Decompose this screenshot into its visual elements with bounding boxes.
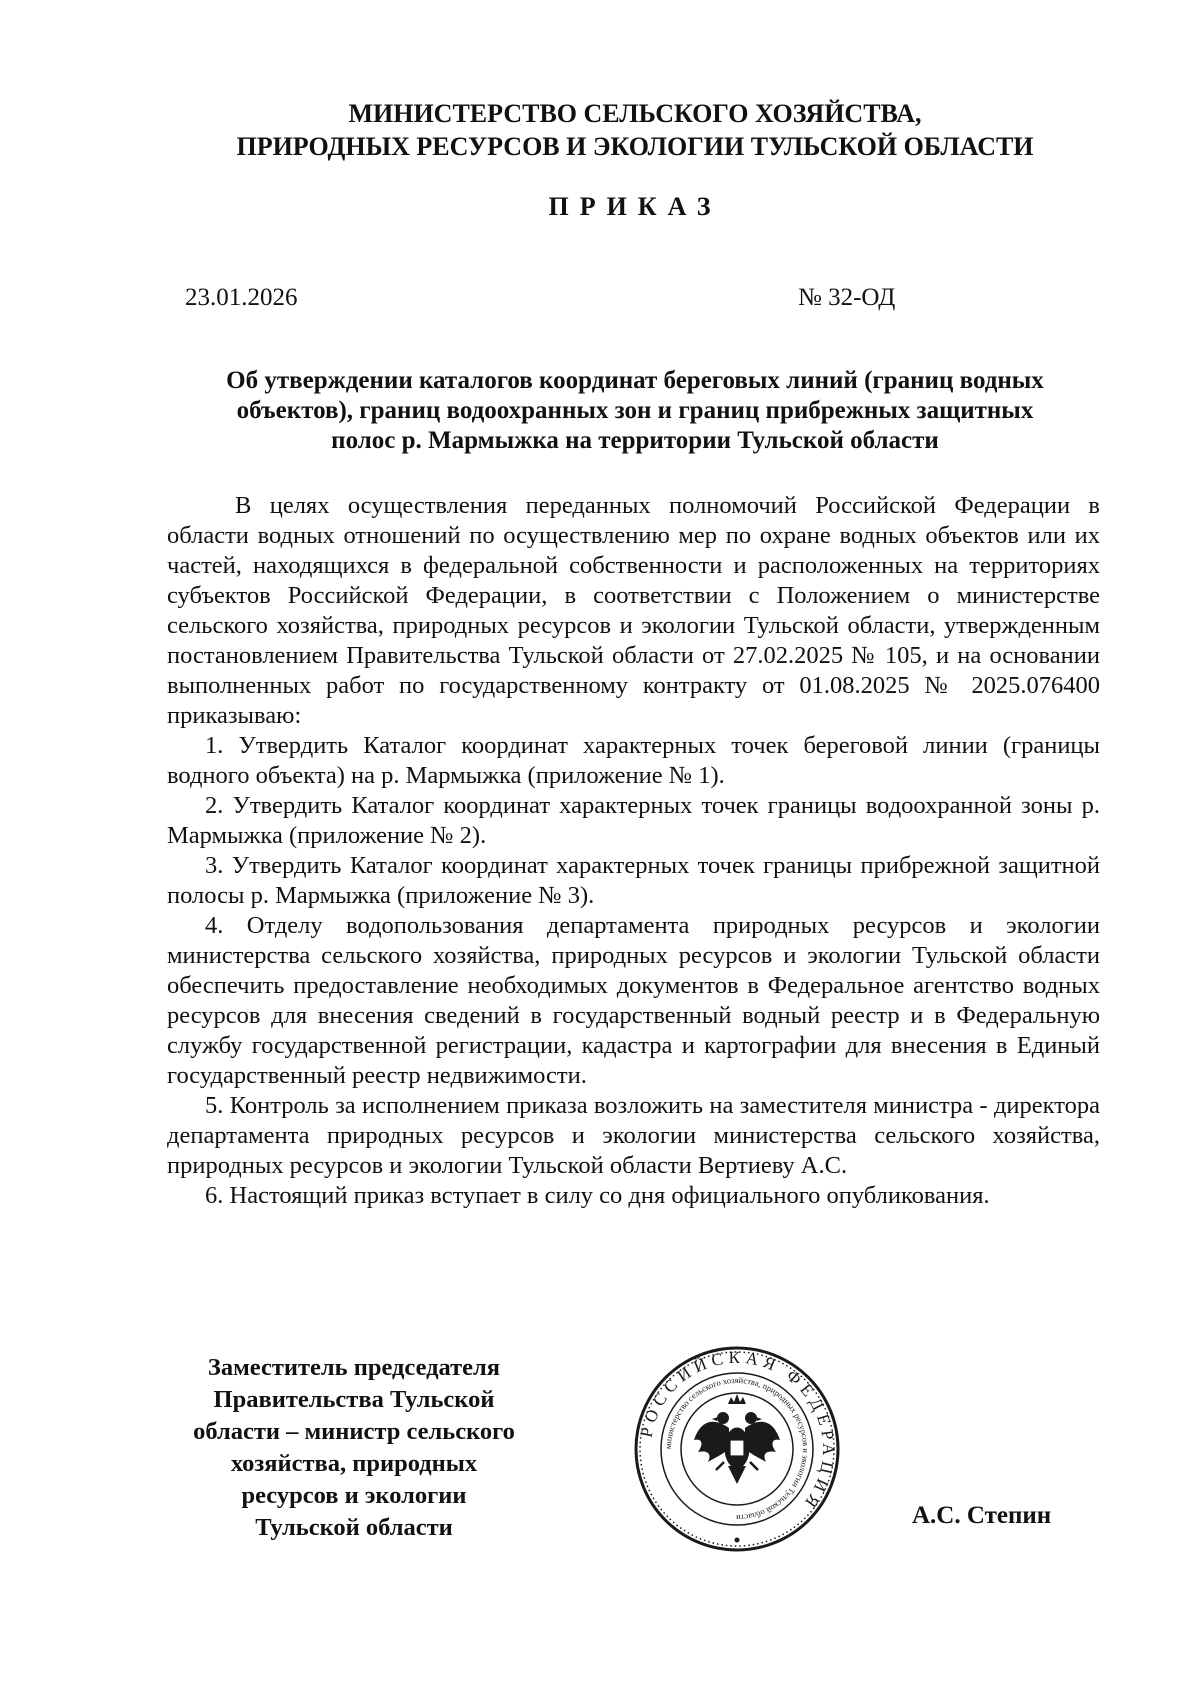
signer-position-line-2: Правительства Тульской (213, 1386, 495, 1413)
ministry-header-line-1: МИНИСТЕРСТВО СЕЛЬСКОГО ХОЗЯЙСТВА, (348, 99, 922, 128)
signer-name: А.С. Степин (912, 1502, 1052, 1529)
order-item-2: 2. Утвердить Каталог координат характерных точек границы водоохранной зоны р. Мармыжка (приложение № 2). (167, 792, 1100, 849)
order-item-4: 4. Отделу водопользования департамента природных ресурсов и экологии министерства сельского хозяйства, природных ресурсов и экологии Тульской области обеспечить предоставление необходимых документов в Федеральное агентство водных ресурсов для внесения сведений в государственный водный реестр и в Федеральную службу государственной регистрации, кадастра и картографии для внесения в Единый государственный реестр недвижимости. (167, 912, 1100, 1089)
order-date: 23.01.2026 (185, 284, 298, 311)
order-number: № 32-ОД (798, 284, 896, 311)
preamble-paragraph: В целях осуществления переданных полномочий Российской Федерации в области водных отношений по осуществлению мер по охране водных объектов или их частей, находящихся в федеральной собственности и расположенных на территориях субъектов Российской Федерации, в соответствии с Положением о министерстве сельского хозяйства, природных ресурсов и экологии Тульской области, утвержденным постановлением Правительства Тульской области от 27.02.2025 № 105, и на основании выполненных работ по государственному контракту от 01.08.2025 № 2025.076400 приказываю: (167, 492, 1100, 729)
order-item-1: 1. Утвердить Каталог координат характерных точек береговой линии (границы водного объекта) на р. Мармыжка (приложение № 1). (167, 732, 1100, 789)
order-subject-line-2: объектов), границ водоохранных зон и границ прибрежных защитных (236, 397, 1034, 424)
seal-outer-text: РОССИЙСКАЯ ФЕДЕРАЦИЯ (636, 1347, 839, 1516)
order-subject-line-3: полос р. Мармыжка на территории Тульской области (331, 427, 939, 454)
signer-position-line-6: Тульской области (255, 1514, 453, 1541)
signer-position-line-1: Заместитель председателя (207, 1354, 501, 1381)
official-seal (632, 1344, 842, 1554)
order-subject-line-1: Об утверждении каталогов координат береговых линий (границ водных (226, 367, 1044, 394)
order-item-3: 3. Утвердить Каталог координат характерных точек границы прибрежной защитной полосы р. Мармыжка (приложение № 3). (167, 852, 1100, 909)
signer-position-line-4: хозяйства, природных (230, 1450, 478, 1477)
ministry-header-line-2: ПРИРОДНЫХ РЕСУРСОВ И ЭКОЛОГИИ ТУЛЬСКОЙ ОБЛАСТИ (236, 132, 1034, 161)
signer-position-line-5: ресурсов и экологии (241, 1482, 467, 1509)
seal-inner-text: министерство сельского хозяйства, природных ресурсов и экологии Тульской области (662, 1374, 812, 1524)
order-item-5: 5. Контроль за исполнением приказа возложить на заместителя министра - директора департамента природных ресурсов и экологии министерства сельского хозяйства, природных ресурсов и экологии Тульской области Вертиеву А.С. (167, 1092, 1100, 1179)
order-body (167, 491, 1100, 1211)
order-title: ПРИКАЗ (548, 192, 722, 221)
double-headed-eagle-icon (694, 1394, 780, 1484)
signer-position-line-3: области – министр сельского (193, 1418, 515, 1445)
seal-bottom-star-icon (735, 1538, 740, 1543)
signer-position (168, 1352, 540, 1544)
order-subject (170, 366, 1100, 456)
ministry-header (170, 97, 1100, 163)
order-item-6: 6. Настоящий приказ вступает в силу со дня официального опубликования. (205, 1182, 990, 1209)
